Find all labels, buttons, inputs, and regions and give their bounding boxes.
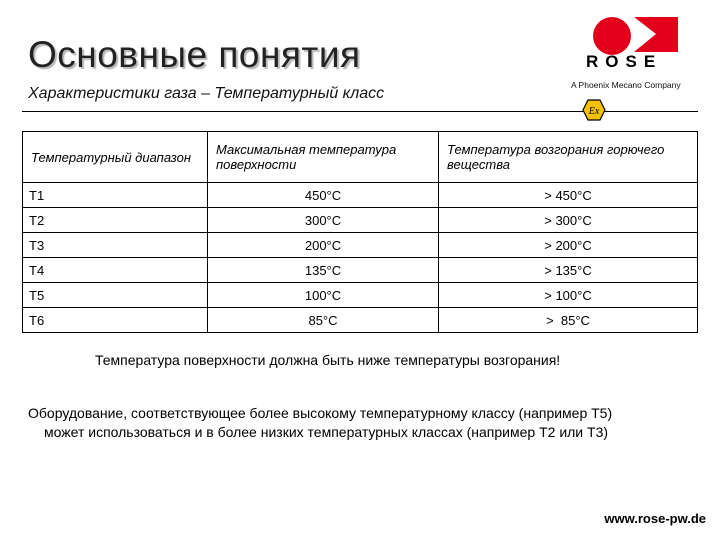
ignition-temp: > 200°C — [439, 233, 698, 258]
temperature-class: T3 — [23, 233, 208, 258]
table-row — [23, 308, 698, 333]
max-surface-temp: 135°C — [208, 258, 439, 283]
temperature-class: T5 — [23, 283, 208, 308]
table-row — [23, 183, 698, 208]
table-header-row — [23, 132, 698, 183]
temperature-class: T2 — [23, 208, 208, 233]
max-surface-temp: 450°C — [208, 183, 439, 208]
max-surface-temp: 200°C — [208, 233, 439, 258]
temperature-class: T1 — [23, 183, 208, 208]
max-surface-temp: 300°C — [208, 208, 439, 233]
paragraph-line-1: Оборудование, соответствующее более высокому температурному классу (например T5) — [28, 405, 613, 421]
header-ignition-temp: Температура возгорания горючего вещества — [439, 132, 698, 183]
ex-mark-label: Ex — [588, 106, 600, 117]
table-row — [23, 283, 698, 308]
max-surface-temp: 85°C — [208, 308, 439, 333]
table-row — [23, 258, 698, 283]
ignition-temp: > 450°C — [439, 183, 698, 208]
page-title: Основные понятия — [28, 34, 361, 75]
temperature-class: T4 — [23, 258, 208, 283]
temperature-class: T6 — [23, 308, 208, 333]
table-row — [23, 233, 698, 258]
ignition-temp: > 85°C — [439, 308, 698, 333]
ex-hexagon-icon — [582, 99, 606, 121]
surface-temp-note: Температура поверхности должна быть ниже температуры возгорания! — [95, 352, 561, 368]
table-row — [23, 208, 698, 233]
footer-url: www.rose-pw.de — [604, 511, 706, 526]
page-subtitle: Характеристики газа – Температурный класс — [28, 85, 385, 102]
ignition-temp: > 100°C — [439, 283, 698, 308]
paragraph-line-2: может использоваться и в более низких температурных классах (например T2 или T3) — [44, 424, 609, 440]
ignition-temp: > 300°C — [439, 208, 698, 233]
temperature-class-table — [22, 131, 698, 333]
logo-tagline: A Phoenix Mecano Company — [571, 80, 681, 90]
equipment-paragraph — [28, 404, 704, 442]
ignition-temp: > 135°C — [439, 258, 698, 283]
rose-logo-word: ROSE — [586, 52, 663, 71]
header-max-surface-temp: Максимальная температура поверхности — [208, 132, 439, 183]
header-temperature-range: Температурный диапазон — [23, 132, 208, 183]
max-surface-temp: 100°C — [208, 283, 439, 308]
